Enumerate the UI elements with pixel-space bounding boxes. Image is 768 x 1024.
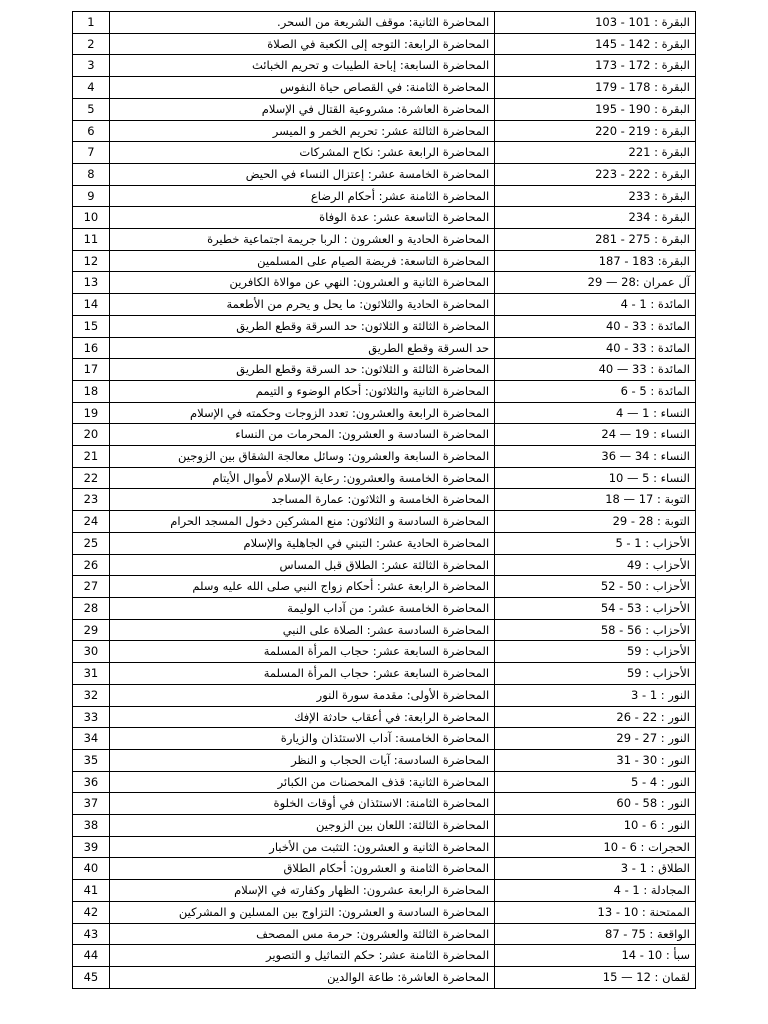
table-row: [73, 402, 696, 424]
row-number-cell: 23: [73, 489, 110, 511]
lecture-title-cell: المحاضرة الثانية: موقف الشريعة من السحر.: [109, 12, 494, 34]
row-number-cell: 31: [73, 663, 110, 685]
table-row: [73, 55, 696, 77]
verse-range-cell: الأحزاب : 49: [495, 554, 696, 576]
row-number-cell: 10: [73, 207, 110, 229]
lecture-title-cell: المحاضرة العاشرة: مشروعية القتال في الإسلام: [109, 98, 494, 120]
verse-range-cell: النساء : 19 — 24: [495, 424, 696, 446]
lecture-title-cell: المحاضرة الخامسة و الثلاثون: عمارة المساجد: [109, 489, 494, 511]
lecture-title-cell: المحاضرة الحادية عشر: التبني في الجاهلية والإسلام: [109, 532, 494, 554]
lecture-title-cell: المحاضرة السادسة: آيات الحجاب و النظر: [109, 749, 494, 771]
row-number-cell: 44: [73, 945, 110, 967]
lecture-title-cell: المحاضرة السادسة عشر: الصلاة على النبي: [109, 619, 494, 641]
lecture-title-cell: المحاضرة التاسعة عشر: عدة الوفاة: [109, 207, 494, 229]
lecture-title-cell: المحاضرة الرابعة عشرون: الظهار وكفارته في الإسلام: [109, 880, 494, 902]
row-number-cell: 2: [73, 33, 110, 55]
verse-range-cell: التوبة : 17 — 18: [495, 489, 696, 511]
table-row: [73, 294, 696, 316]
table-row: [73, 142, 696, 164]
row-number-cell: 35: [73, 749, 110, 771]
lecture-title-cell: المحاضرة الرابعة عشر: أحكام زواج النبي صلى الله عليه وسلم: [109, 576, 494, 598]
verse-range-cell: البقرة : 178 - 179: [495, 77, 696, 99]
lectures-table-body: [73, 12, 696, 989]
lecture-title-cell: المحاضرة السابعة: إباحة الطيبات و تحريم الخبائث: [109, 55, 494, 77]
table-row: [73, 966, 696, 988]
verse-range-cell: الأحزاب : 59: [495, 641, 696, 663]
lecture-title-cell: المحاضرة الثالثة: اللعان بين الزوجين: [109, 815, 494, 837]
lecture-title-cell: المحاضرة السادسة و العشرون: التزاوج بين المسلين و المشركين: [109, 901, 494, 923]
verse-range-cell: البقرة : 101 - 103: [495, 12, 696, 34]
lecture-title-cell: المحاضرة الثانية: قذف المحصنات من الكبائر: [109, 771, 494, 793]
row-number-cell: 27: [73, 576, 110, 598]
verse-range-cell: المائدة : 33 - 40: [495, 337, 696, 359]
table-row: [73, 815, 696, 837]
row-number-cell: 4: [73, 77, 110, 99]
table-row: [73, 749, 696, 771]
lecture-title-cell: المحاضرة الثامنة عشر: أحكام الرضاع: [109, 185, 494, 207]
verse-range-cell: النور : 1 - 3: [495, 684, 696, 706]
table-row: [73, 467, 696, 489]
verse-range-cell: البقرة : 233: [495, 185, 696, 207]
row-number-cell: 3: [73, 55, 110, 77]
verse-range-cell: آل عمران :28 — 29: [495, 272, 696, 294]
row-number-cell: 37: [73, 793, 110, 815]
row-number-cell: 28: [73, 597, 110, 619]
row-number-cell: 6: [73, 120, 110, 142]
table-row: [73, 359, 696, 381]
verse-range-cell: البقرة : 142 - 145: [495, 33, 696, 55]
lecture-title-cell: المحاضرة السابعة والعشرون: وسائل معالجة الشقاق بين الزوجين: [109, 446, 494, 468]
verse-range-cell: الأحزاب : 50 - 52: [495, 576, 696, 598]
verse-range-cell: لقمان : 12 — 15: [495, 966, 696, 988]
row-number-cell: 43: [73, 923, 110, 945]
lecture-title-cell: المحاضرة الثالثة والعشرون: حرمة مس المصحف: [109, 923, 494, 945]
lectures-table: [72, 11, 696, 989]
verse-range-cell: البقرة: 183 - 187: [495, 250, 696, 272]
row-number-cell: 24: [73, 511, 110, 533]
table-row: [73, 424, 696, 446]
lecture-title-cell: المحاضرة الثانية و العشرون: النهي عن موالاة الكافرين: [109, 272, 494, 294]
row-number-cell: 34: [73, 728, 110, 750]
row-number-cell: 36: [73, 771, 110, 793]
row-number-cell: 41: [73, 880, 110, 902]
verse-range-cell: سبأ : 10 - 14: [495, 945, 696, 967]
table-row: [73, 207, 696, 229]
verse-range-cell: الأحزاب : 1 - 5: [495, 532, 696, 554]
table-row: [73, 120, 696, 142]
row-number-cell: 18: [73, 380, 110, 402]
verse-range-cell: الواقعة : 75 - 87: [495, 923, 696, 945]
verse-range-cell: النساء : 34 — 36: [495, 446, 696, 468]
verse-range-cell: الأحزاب : 56 - 58: [495, 619, 696, 641]
lecture-title-cell: المحاضرة الثالثة عشر: تحريم الخمر و الميسر: [109, 120, 494, 142]
table-row: [73, 532, 696, 554]
row-number-cell: 19: [73, 402, 110, 424]
table-row: [73, 706, 696, 728]
table-row: [73, 380, 696, 402]
lecture-title-cell: المحاضرة السادسة و العشرون: المحرمات من النساء: [109, 424, 494, 446]
table-row: [73, 576, 696, 598]
verse-range-cell: البقرة : 234: [495, 207, 696, 229]
lecture-title-cell: المحاضرة الرابعة: في أعقاب حادثة الإفك: [109, 706, 494, 728]
lecture-title-cell: المحاضرة التاسعة: فريضة الصيام على المسلمين: [109, 250, 494, 272]
lecture-title-cell: المحاضرة العاشرة: طاعة الوالدين: [109, 966, 494, 988]
table-row: [73, 337, 696, 359]
row-number-cell: 20: [73, 424, 110, 446]
row-number-cell: 16: [73, 337, 110, 359]
table-row: [73, 836, 696, 858]
verse-range-cell: النور : 6 - 10: [495, 815, 696, 837]
verse-range-cell: المائدة : 33 - 40: [495, 315, 696, 337]
lecture-title-cell: المحاضرة الرابعة عشر: نكاح المشركات: [109, 142, 494, 164]
lecture-title-cell: المحاضرة الثامنة عشر: حكم التماثيل و التصوير: [109, 945, 494, 967]
lecture-title-cell: المحاضرة الأولى: مقدمة سورة النور: [109, 684, 494, 706]
verse-range-cell: المائدة : 33 — 40: [495, 359, 696, 381]
table-row: [73, 880, 696, 902]
row-number-cell: 33: [73, 706, 110, 728]
verse-range-cell: النور : 30 - 31: [495, 749, 696, 771]
table-row: [73, 33, 696, 55]
lectures-sheet: [72, 11, 696, 989]
row-number-cell: 17: [73, 359, 110, 381]
table-row: [73, 684, 696, 706]
row-number-cell: 21: [73, 446, 110, 468]
verse-range-cell: المائدة : 5 - 6: [495, 380, 696, 402]
row-number-cell: 42: [73, 901, 110, 923]
row-number-cell: 32: [73, 684, 110, 706]
lecture-title-cell: المحاضرة الحادية والثلاثون: ما يحل و يحرم من الأطعمة: [109, 294, 494, 316]
row-number-cell: 26: [73, 554, 110, 576]
lecture-title-cell: المحاضرة الثامنة: في القصاص حياة النفوس: [109, 77, 494, 99]
row-number-cell: 14: [73, 294, 110, 316]
table-row: [73, 641, 696, 663]
verse-range-cell: البقرة : 221: [495, 142, 696, 164]
lecture-title-cell: المحاضرة الثامنة و العشرون: أحكام الطلاق: [109, 858, 494, 880]
table-row: [73, 771, 696, 793]
lecture-title-cell: المحاضرة الثانية والثلاثون: أحكام الوضوء و التيمم: [109, 380, 494, 402]
verse-range-cell: الأحزاب : 53 - 54: [495, 597, 696, 619]
verse-range-cell: البقرة : 172 - 173: [495, 55, 696, 77]
table-row: [73, 77, 696, 99]
table-row: [73, 858, 696, 880]
table-row: [73, 619, 696, 641]
table-row: [73, 98, 696, 120]
table-row: [73, 597, 696, 619]
lecture-title-cell: المحاضرة الثالثة و الثلاثون: حد السرقة وقطع الطريق: [109, 315, 494, 337]
row-number-cell: 12: [73, 250, 110, 272]
row-number-cell: 15: [73, 315, 110, 337]
table-row: [73, 793, 696, 815]
verse-range-cell: الحجرات : 6 - 10: [495, 836, 696, 858]
verse-range-cell: النور : 27 - 29: [495, 728, 696, 750]
row-number-cell: 8: [73, 163, 110, 185]
lecture-title-cell: المحاضرة الثالثة عشر: الطلاق قبل المساس: [109, 554, 494, 576]
lecture-title-cell: المحاضرة الخامسة: آداب الاستئذان والزيارة: [109, 728, 494, 750]
table-row: [73, 901, 696, 923]
table-row: [73, 229, 696, 251]
verse-range-cell: النور : 22 - 26: [495, 706, 696, 728]
table-row: [73, 315, 696, 337]
verse-range-cell: البقرة : 190 - 195: [495, 98, 696, 120]
verse-range-cell: البقرة : 219 - 220: [495, 120, 696, 142]
lecture-title-cell: المحاضرة السابعة عشر: حجاب المرأة المسلمة: [109, 641, 494, 663]
row-number-cell: 30: [73, 641, 110, 663]
verse-range-cell: النساء : 1 — 4: [495, 402, 696, 424]
lecture-title-cell: المحاضرة الرابعة والعشرون: تعدد الزوجات وحكمته في الإسلام: [109, 402, 494, 424]
row-number-cell: 40: [73, 858, 110, 880]
lecture-title-cell: المحاضرة الثامنة: الاستئذان في أوقات الخلوة: [109, 793, 494, 815]
lecture-title-cell: المحاضرة الخامسة والعشرون: رعاية الإسلام لأموال الأيتام: [109, 467, 494, 489]
row-number-cell: 13: [73, 272, 110, 294]
verse-range-cell: الطلاق : 1 - 3: [495, 858, 696, 880]
lecture-title-cell: المحاضرة السادسة و الثلاثون: منع المشركين دخول المسجد الحرام: [109, 511, 494, 533]
table-row: [73, 663, 696, 685]
table-row: [73, 185, 696, 207]
table-row: [73, 923, 696, 945]
verse-range-cell: البقرة : 275 - 281: [495, 229, 696, 251]
table-row: [73, 554, 696, 576]
row-number-cell: 29: [73, 619, 110, 641]
verse-range-cell: البقرة : 222 - 223: [495, 163, 696, 185]
table-row: [73, 272, 696, 294]
row-number-cell: 9: [73, 185, 110, 207]
row-number-cell: 1: [73, 12, 110, 34]
table-row: [73, 728, 696, 750]
verse-range-cell: الأحزاب : 59: [495, 663, 696, 685]
row-number-cell: 5: [73, 98, 110, 120]
lecture-title-cell: المحاضرة الثانية و العشرون: التثبت من الأخبار: [109, 836, 494, 858]
row-number-cell: 39: [73, 836, 110, 858]
verse-range-cell: النساء : 5 — 10: [495, 467, 696, 489]
verse-range-cell: النور : 58 - 60: [495, 793, 696, 815]
table-row: [73, 945, 696, 967]
row-number-cell: 11: [73, 229, 110, 251]
row-number-cell: 25: [73, 532, 110, 554]
verse-range-cell: التوبة : 28 - 29: [495, 511, 696, 533]
table-row: [73, 12, 696, 34]
table-row: [73, 250, 696, 272]
lecture-title-cell: المحاضرة الثالثة و الثلاثون: حد السرقة وقطع الطريق: [109, 359, 494, 381]
table-row: [73, 511, 696, 533]
row-number-cell: 7: [73, 142, 110, 164]
row-number-cell: 22: [73, 467, 110, 489]
lecture-title-cell: المحاضرة الرابعة: التوجه إلى الكعبة في الصلاة: [109, 33, 494, 55]
row-number-cell: 45: [73, 966, 110, 988]
table-row: [73, 446, 696, 468]
table-row: [73, 163, 696, 185]
lecture-title-cell: المحاضرة الخامسة عشر: إعتزال النساء في الحيض: [109, 163, 494, 185]
verse-range-cell: الممتحنة : 10 - 13: [495, 901, 696, 923]
lecture-title-cell: حد السرقة وقطع الطريق: [109, 337, 494, 359]
verse-range-cell: النور : 4 - 5: [495, 771, 696, 793]
verse-range-cell: المائدة : 1 - 4: [495, 294, 696, 316]
verse-range-cell: المجادلة : 1 - 4: [495, 880, 696, 902]
lecture-title-cell: المحاضرة السابعة عشر: حجاب المرأة المسلمة: [109, 663, 494, 685]
table-row: [73, 489, 696, 511]
row-number-cell: 38: [73, 815, 110, 837]
lecture-title-cell: المحاضرة الخامسة عشر: من آداب الوليمة: [109, 597, 494, 619]
lecture-title-cell: المحاضرة الحادية و العشرون : الربا جريمة اجتماعية خطيرة: [109, 229, 494, 251]
